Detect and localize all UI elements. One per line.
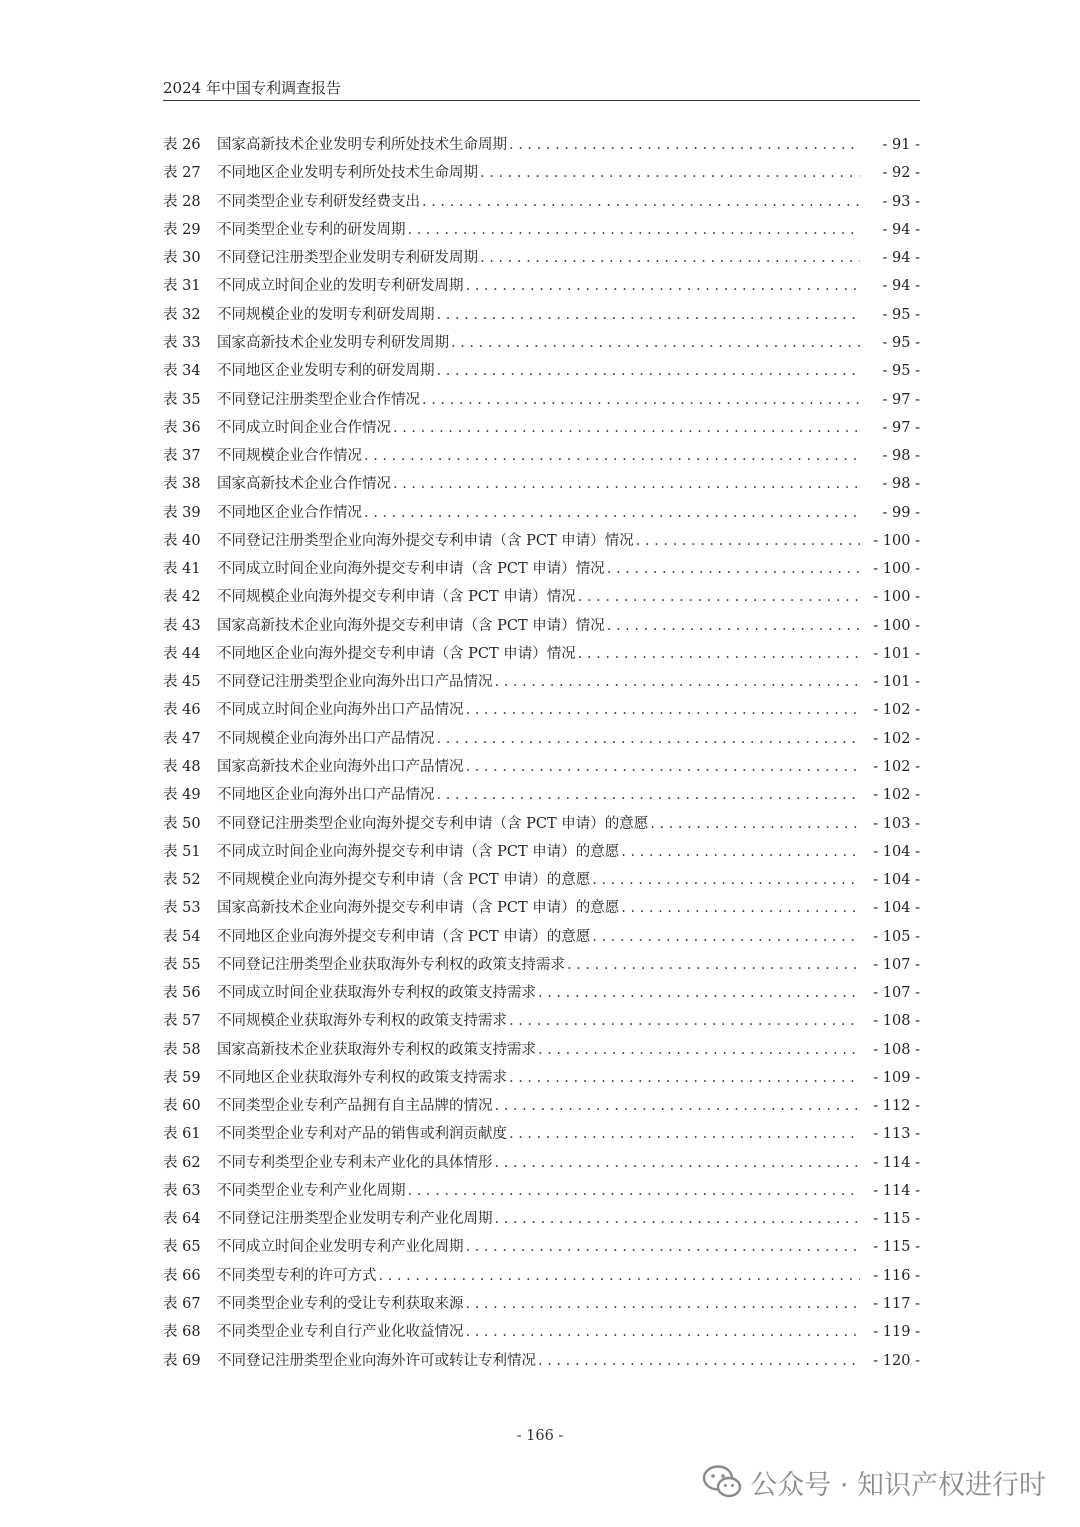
- dot-leader: [362, 442, 860, 470]
- toc-entry[interactable]: [163, 1177, 920, 1205]
- dot-leader: [435, 781, 861, 809]
- toc-entry[interactable]: [163, 1007, 920, 1035]
- table-of-contents: [163, 131, 920, 1375]
- toc-entry[interactable]: [163, 1092, 920, 1120]
- toc-entry-page: - 95 -: [882, 363, 920, 380]
- dot-leader: [634, 527, 860, 555]
- toc-entry-page: - 94 -: [882, 250, 920, 267]
- toc-entry-title: 不同成立时间企业获取海外专利权的政策支持需求: [217, 985, 536, 1002]
- toc-entry-number: 表 42: [163, 589, 201, 606]
- toc-entry[interactable]: [163, 696, 920, 724]
- toc-entry-page: - 104 -: [873, 900, 920, 917]
- toc-entry-page: - 93 -: [882, 193, 920, 210]
- toc-entry-number: 表 56: [163, 985, 201, 1002]
- toc-entry-number: 表 52: [163, 872, 201, 889]
- wechat-icon: [702, 1464, 742, 1500]
- toc-entry-title: 不同类型企业专利自行产业化收益情况: [217, 1324, 464, 1341]
- toc-entry[interactable]: [163, 1346, 920, 1374]
- toc-entry-number: 表 58: [163, 1041, 201, 1058]
- toc-entry-page: - 95 -: [882, 306, 920, 323]
- toc-entry[interactable]: [163, 1233, 920, 1261]
- toc-entry-number: 表 49: [163, 787, 201, 804]
- toc-entry-page: - 119 -: [873, 1324, 920, 1341]
- toc-entry[interactable]: [163, 385, 920, 413]
- toc-entry-title: 不同类型企业专利产业化周期: [217, 1182, 406, 1199]
- dot-leader: [576, 583, 860, 611]
- toc-entry-number: 表 45: [163, 674, 201, 691]
- toc-entry[interactable]: [163, 753, 920, 781]
- toc-entry-page: - 103 -: [873, 815, 920, 832]
- watermark: [702, 1462, 1046, 1502]
- toc-entry[interactable]: [163, 1205, 920, 1233]
- dot-leader: [648, 810, 860, 838]
- toc-entry-number: 表 43: [163, 617, 201, 634]
- toc-entry-number: 表 46: [163, 702, 201, 719]
- toc-entry-page: - 102 -: [873, 758, 920, 775]
- toc-entry-title: 不同类型企业专利研发经费支出: [217, 193, 420, 210]
- toc-entry-number: 表 66: [163, 1267, 201, 1284]
- page-number: - 166 -: [516, 1428, 564, 1444]
- toc-entry[interactable]: [163, 612, 920, 640]
- toc-entry-title: 不同规模企业向海外提交专利申请（含 PCT 申请）情况: [217, 589, 576, 606]
- toc-entry-page: - 98 -: [882, 448, 920, 465]
- toc-entry-title: 不同规模企业合作情况: [217, 448, 362, 465]
- toc-entry[interactable]: [163, 668, 920, 696]
- toc-entry[interactable]: [163, 979, 920, 1007]
- dot-leader: [406, 1177, 861, 1205]
- dot-leader: [420, 386, 860, 414]
- toc-entry-page: - 91 -: [882, 137, 920, 154]
- toc-entry[interactable]: [163, 1318, 920, 1346]
- dot-leader: [507, 1120, 860, 1148]
- toc-entry-title: 不同类型企业专利产品拥有自主品牌的情况: [217, 1098, 493, 1115]
- toc-entry[interactable]: [163, 1036, 920, 1064]
- toc-entry[interactable]: [163, 357, 920, 385]
- toc-entry-number: 表 27: [163, 165, 201, 182]
- toc-entry-title: 不同地区企业发明专利的研发周期: [217, 363, 435, 380]
- toc-entry-title: 不同地区企业向海外出口产品情况: [217, 787, 435, 804]
- toc-entry-title: 不同规模企业获取海外专利权的政策支持需求: [217, 1013, 507, 1030]
- toc-entry-page: - 92 -: [882, 165, 920, 182]
- watermark-text: 公众号 · 知识产权进行时: [750, 1469, 1046, 1501]
- toc-entry-page: - 97 -: [882, 391, 920, 408]
- toc-entry-title: 国家高新技术企业发明专利研发周期: [217, 334, 449, 351]
- toc-entry[interactable]: [163, 527, 920, 555]
- toc-entry-number: 表 31: [163, 278, 201, 295]
- dot-leader: [464, 1290, 861, 1318]
- toc-entry-title: 不同登记注册类型企业合作情况: [217, 391, 420, 408]
- toc-entry-number: 表 53: [163, 900, 201, 917]
- dot-leader: [478, 159, 860, 187]
- toc-entry-number: 表 62: [163, 1154, 201, 1171]
- dot-leader: [464, 1318, 861, 1346]
- toc-entry[interactable]: [163, 555, 920, 583]
- dot-leader: [391, 470, 860, 498]
- toc-entry[interactable]: [163, 301, 920, 329]
- dot-leader: [493, 1205, 861, 1233]
- toc-entry-number: 表 32: [163, 306, 201, 323]
- toc-entry-number: 表 68: [163, 1324, 201, 1341]
- toc-entry-page: - 100 -: [873, 532, 920, 549]
- dot-leader: [391, 414, 860, 442]
- toc-entry[interactable]: [163, 640, 920, 668]
- toc-entry[interactable]: [163, 131, 920, 159]
- toc-entry-title: 不同规模企业向海外出口产品情况: [217, 730, 435, 747]
- toc-entry-title: 不同登记注册类型企业发明专利研发周期: [217, 250, 478, 267]
- toc-entry-title: 不同类型企业专利的研发周期: [217, 221, 406, 238]
- toc-entry-page: - 101 -: [873, 674, 920, 691]
- toc-entry-page: - 107 -: [873, 956, 920, 973]
- dot-leader: [619, 838, 860, 866]
- toc-entry-page: - 100 -: [873, 561, 920, 578]
- dot-leader: [449, 329, 860, 357]
- toc-entry[interactable]: [163, 1064, 920, 1092]
- dot-leader: [464, 753, 861, 781]
- toc-entry[interactable]: [163, 188, 920, 216]
- toc-entry[interactable]: [163, 159, 920, 187]
- toc-entry-number: 表 47: [163, 730, 201, 747]
- dot-leader: [362, 499, 860, 527]
- toc-entry[interactable]: [163, 894, 920, 922]
- toc-entry-page: - 113 -: [873, 1126, 920, 1143]
- dot-leader: [536, 1036, 860, 1064]
- toc-entry-title: 不同成立时间企业发明专利产业化周期: [217, 1239, 464, 1256]
- toc-entry-page: - 102 -: [873, 730, 920, 747]
- dot-leader: [478, 244, 860, 272]
- toc-entry-number: 表 37: [163, 448, 201, 465]
- toc-entry-title: 不同规模企业向海外提交专利申请（含 PCT 申请）的意愿: [217, 872, 591, 889]
- toc-entry[interactable]: [163, 244, 920, 272]
- dot-leader: [464, 1233, 861, 1261]
- toc-entry[interactable]: [163, 922, 920, 950]
- toc-entry-page: - 105 -: [873, 928, 920, 945]
- dot-leader: [493, 1092, 861, 1120]
- dot-leader: [435, 301, 861, 329]
- toc-entry-number: 表 26: [163, 137, 201, 154]
- header-title: 2024 年中国专利调查报告: [163, 79, 341, 97]
- toc-entry-number: 表 51: [163, 843, 201, 860]
- toc-entry-page: - 120 -: [873, 1352, 920, 1369]
- dot-leader: [507, 1007, 860, 1035]
- toc-entry-title: 不同地区企业获取海外专利权的政策支持需求: [217, 1069, 507, 1086]
- toc-entry[interactable]: [163, 583, 920, 611]
- dot-leader: [590, 866, 860, 894]
- toc-entry-number: 表 67: [163, 1296, 201, 1313]
- dot-leader: [576, 640, 860, 668]
- toc-entry-number: 表 54: [163, 928, 201, 945]
- toc-entry-title: 不同登记注册类型企业向海外提交专利申请（含 PCT 申请）的意愿: [217, 815, 649, 832]
- toc-entry-number: 表 64: [163, 1211, 201, 1228]
- dot-leader: [377, 1262, 861, 1290]
- toc-entry-title: 不同规模企业的发明专利研发周期: [217, 306, 435, 323]
- toc-entry[interactable]: [163, 1290, 920, 1318]
- dot-leader: [619, 894, 860, 922]
- toc-entry-page: - 99 -: [882, 504, 920, 521]
- toc-entry-number: 表 44: [163, 645, 201, 662]
- toc-entry-number: 表 28: [163, 193, 201, 210]
- toc-entry[interactable]: [163, 725, 920, 753]
- toc-entry-number: 表 34: [163, 363, 201, 380]
- toc-entry-title: 不同成立时间企业合作情况: [217, 419, 391, 436]
- toc-entry[interactable]: [163, 1262, 920, 1290]
- toc-entry-title: 不同成立时间企业向海外提交专利申请（含 PCT 申请）情况: [217, 561, 605, 578]
- toc-entry-number: 表 55: [163, 956, 201, 973]
- toc-entry-number: 表 41: [163, 561, 201, 578]
- toc-entry-number: 表 59: [163, 1069, 201, 1086]
- toc-entry-page: - 117 -: [873, 1296, 920, 1313]
- toc-entry-title: 国家高新技术企业发明专利所处技术生命周期: [217, 137, 507, 154]
- toc-entry-page: - 94 -: [882, 278, 920, 295]
- toc-entry[interactable]: [163, 414, 920, 442]
- running-header: [163, 78, 920, 101]
- toc-entry-page: - 108 -: [873, 1013, 920, 1030]
- dot-leader: [507, 1064, 860, 1092]
- toc-entry-title: 不同登记注册类型企业向海外提交专利申请（含 PCT 申请）情况: [217, 532, 634, 549]
- toc-entry[interactable]: [163, 329, 920, 357]
- toc-entry-title: 国家高新技术企业向海外提交专利申请（含 PCT 申请）的意愿: [217, 900, 620, 917]
- toc-entry-page: - 95 -: [882, 334, 920, 351]
- toc-entry-page: - 101 -: [873, 645, 920, 662]
- toc-entry-page: - 98 -: [882, 476, 920, 493]
- toc-entry-page: - 100 -: [873, 617, 920, 634]
- dot-leader: [605, 612, 860, 640]
- toc-entry-title: 不同地区企业向海外提交专利申请（含 PCT 申请）情况: [217, 645, 576, 662]
- toc-entry-page: - 116 -: [873, 1267, 920, 1284]
- toc-entry-number: 表 33: [163, 334, 201, 351]
- toc-entry[interactable]: [163, 272, 920, 300]
- toc-entry[interactable]: [163, 781, 920, 809]
- toc-entry-page: - 102 -: [873, 702, 920, 719]
- dot-leader: [464, 696, 861, 724]
- toc-entry-page: - 109 -: [873, 1069, 920, 1086]
- toc-entry[interactable]: [163, 470, 920, 498]
- toc-entry-number: 表 40: [163, 532, 201, 549]
- toc-entry-page: - 107 -: [873, 985, 920, 1002]
- toc-entry-number: 表 38: [163, 476, 201, 493]
- toc-entry-page: - 114 -: [873, 1154, 920, 1171]
- dot-leader: [507, 131, 860, 159]
- toc-entry-number: 表 30: [163, 250, 201, 267]
- toc-entry-number: 表 50: [163, 815, 201, 832]
- toc-entry-title: 国家高新技术企业向海外出口产品情况: [217, 758, 464, 775]
- toc-entry[interactable]: [163, 216, 920, 244]
- toc-entry[interactable]: [163, 1149, 920, 1177]
- toc-entry-title: 国家高新技术企业获取海外专利权的政策支持需求: [217, 1041, 536, 1058]
- toc-entry-page: - 102 -: [873, 787, 920, 804]
- toc-entry-number: 表 65: [163, 1239, 201, 1256]
- dot-leader: [464, 272, 861, 300]
- toc-entry-title: 不同类型企业专利的受让专利获取来源: [217, 1296, 464, 1313]
- dot-leader: [536, 1347, 860, 1375]
- toc-entry-number: 表 61: [163, 1126, 201, 1143]
- dot-leader: [565, 951, 860, 979]
- toc-entry-page: - 97 -: [882, 419, 920, 436]
- toc-entry-page: - 115 -: [873, 1239, 920, 1256]
- dot-leader: [493, 1149, 861, 1177]
- toc-entry-title: 国家高新技术企业合作情况: [217, 476, 391, 493]
- dot-leader: [536, 979, 860, 1007]
- dot-leader: [406, 216, 861, 244]
- toc-entry[interactable]: [163, 809, 920, 837]
- toc-entry-number: 表 48: [163, 758, 201, 775]
- toc-entry-page: - 94 -: [882, 221, 920, 238]
- dot-leader: [420, 188, 860, 216]
- toc-entry-page: - 104 -: [873, 872, 920, 889]
- toc-entry-number: 表 36: [163, 419, 201, 436]
- toc-entry-number: 表 39: [163, 504, 201, 521]
- toc-entry-title: 不同成立时间企业向海外提交专利申请（含 PCT 申请）的意愿: [217, 843, 620, 860]
- dot-leader: [493, 668, 861, 696]
- toc-entry-page: - 108 -: [873, 1041, 920, 1058]
- toc-entry-page: - 115 -: [873, 1211, 920, 1228]
- toc-entry-title: 不同专利类型企业专利未产业化的具体情形: [217, 1154, 493, 1171]
- toc-entry-title: 国家高新技术企业向海外提交专利申请（含 PCT 申请）情况: [217, 617, 605, 634]
- dot-leader: [590, 923, 860, 951]
- dot-leader: [605, 555, 860, 583]
- toc-entry-title: 不同类型专利的许可方式: [217, 1267, 377, 1284]
- toc-entry-number: 表 60: [163, 1098, 201, 1115]
- toc-entry-number: 表 35: [163, 391, 201, 408]
- toc-entry-number: 表 63: [163, 1182, 201, 1199]
- toc-entry-title: 不同地区企业发明专利所处技术生命周期: [217, 165, 478, 182]
- toc-entry-title: 不同登记注册类型企业向海外出口产品情况: [217, 674, 493, 691]
- toc-entry[interactable]: [163, 951, 920, 979]
- toc-entry-title: 不同成立时间企业向海外出口产品情况: [217, 702, 464, 719]
- toc-entry-title: 不同登记注册类型企业向海外许可或转让专利情况: [217, 1352, 536, 1369]
- toc-entry-title: 不同地区企业向海外提交专利申请（含 PCT 申请）的意愿: [217, 928, 591, 945]
- toc-entry-title: 不同类型企业专利对产品的销售或利润贡献度: [217, 1126, 507, 1143]
- dot-leader: [435, 725, 861, 753]
- toc-entry-page: - 100 -: [873, 589, 920, 606]
- toc-entry-title: 不同地区企业合作情况: [217, 504, 362, 521]
- toc-entry-title: 不同成立时间企业的发明专利研发周期: [217, 278, 464, 295]
- toc-entry-page: - 112 -: [873, 1098, 920, 1115]
- toc-entry-number: 表 57: [163, 1013, 201, 1030]
- toc-entry-title: 不同登记注册类型企业发明专利产业化周期: [217, 1211, 493, 1228]
- toc-entry-number: 表 69: [163, 1352, 201, 1369]
- toc-entry-page: - 104 -: [873, 843, 920, 860]
- toc-entry[interactable]: [163, 1120, 920, 1148]
- toc-entry[interactable]: [163, 838, 920, 866]
- toc-entry-number: 表 29: [163, 221, 201, 238]
- toc-entry[interactable]: [163, 866, 920, 894]
- toc-entry[interactable]: [163, 442, 920, 470]
- dot-leader: [435, 357, 861, 385]
- toc-entry-title: 不同登记注册类型企业获取海外专利权的政策支持需求: [217, 956, 565, 973]
- toc-entry-page: - 114 -: [873, 1182, 920, 1199]
- toc-entry[interactable]: [163, 498, 920, 526]
